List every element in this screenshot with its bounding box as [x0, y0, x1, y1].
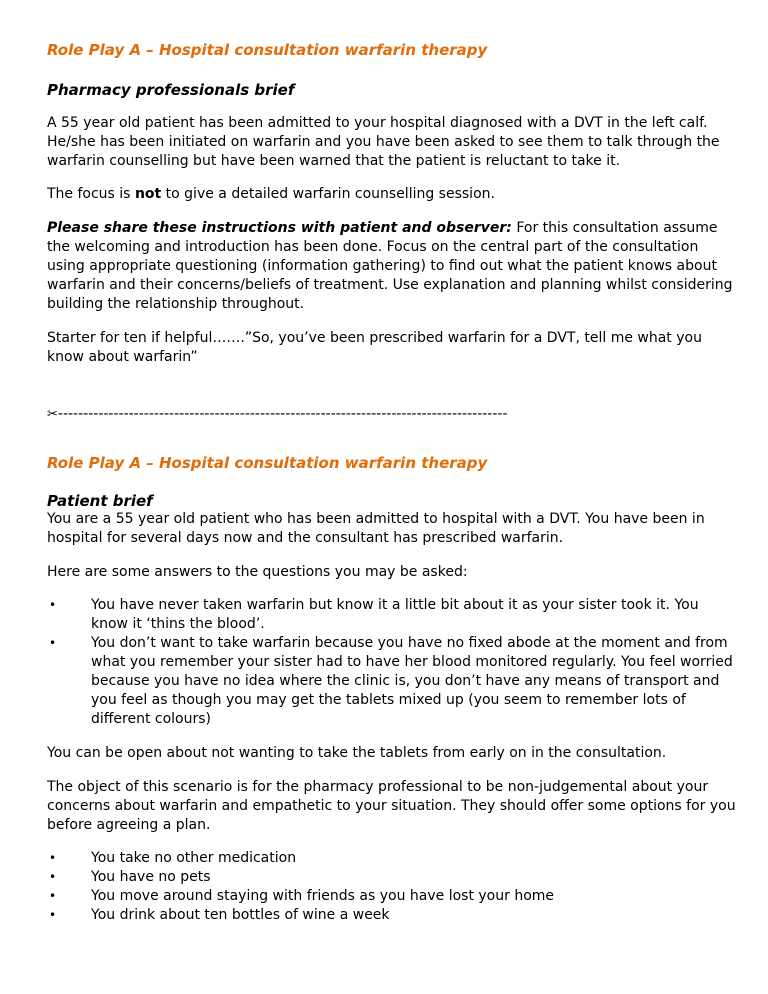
cut-dashes: -----------------------------------------------------------------------------------------: [57, 406, 508, 422]
facts-list: [47, 849, 737, 925]
brief-paragraph: A 55 year old patient has been admitted to your hospital diagnosed with a DVT in the left calf. He/she has been initiated on warfarin and you have been asked to see them to talk through the warfarin counselling but have been warned that the patient is reluctant to take it.: [47, 115, 720, 169]
patient-intro: You are a 55 year old patient who has been admitted to hospital with a DVT. You have been in hospital for several days now and the consultant has prescribed warfarin.: [47, 511, 705, 546]
list-item: • You don’t want to take warfarin because you have no fixed abode at the moment and from what you remember your sister had to have her blood monitored regularly. You feel worried because you have no idea where the clinic is, you don’t have any means of transport and you feel as though you may get the tablets mixed up (you seem to remember lots of different colours): [91, 634, 737, 729]
document-page: [47, 0, 737, 925]
answers-list: [47, 596, 737, 729]
open-note: You can be open about not wanting to take the tablets from early on in the consultation.: [47, 745, 667, 761]
list-item: • You have no pets: [91, 868, 737, 887]
focus-paragraph: The focus is not to give a detailed warfarin counselling session.: [47, 186, 495, 202]
list-item: • You drink about ten bottles of wine a week: [91, 906, 737, 925]
object-note: The object of this scenario is for the pharmacy professional to be non-judgemental about your concerns about warfarin and empathetic to your situation. They should offer some options for you before agreeing a plan.: [47, 779, 736, 833]
instructions-label: Please share these instructions with patient and observer:: [47, 220, 512, 236]
list-item: • You move around staying with friends as you have lost your home: [91, 887, 737, 906]
section2-title: Role Play A – Hospital consultation warfarin therapy: [47, 454, 488, 472]
questions-lead: Here are some answers to the questions you may be asked:: [47, 564, 468, 580]
starter-paragraph: Starter for ten if helpful…….”So, you’ve been prescribed warfarin for a DVT, tell me what you know about warfarin”: [47, 330, 702, 365]
section1-subtitle: Pharmacy professionals brief: [47, 81, 295, 99]
list-item: • You have never taken warfarin but know it a little bit about it as your sister took it. You know it ‘thins the blood’.: [91, 596, 737, 634]
scissors-icon: ✂: [47, 407, 58, 422]
list-item: • You take no other medication: [91, 849, 737, 868]
cut-line: [47, 405, 737, 424]
section1-title: Role Play A – Hospital consultation warfarin therapy: [47, 41, 488, 59]
instructions-paragraph: Please share these instructions with patient and observer: For this consultation assume the welcoming and introduction has been done. Focus on the central part of the consultation using appropriate questioning (information gathering) to find out what the patient knows about warfarin and their concerns/beliefs of treatment. Use explanation and planning whilst considering building the relationship throughout.: [47, 220, 733, 312]
section2-subtitle: Patient brief: [47, 492, 153, 510]
